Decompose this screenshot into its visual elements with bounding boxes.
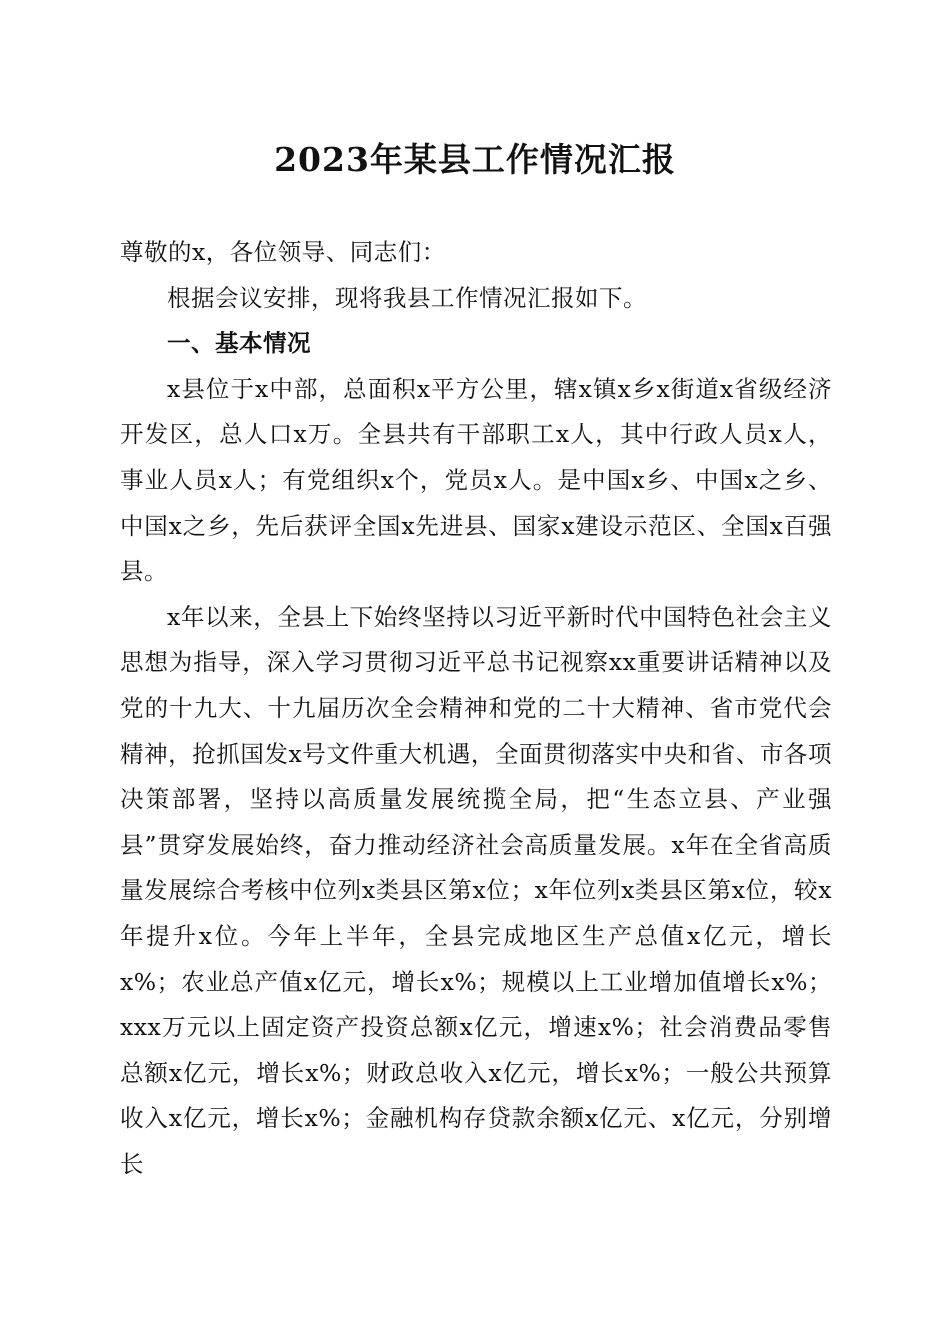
document-title: 2023年某县工作情况汇报	[274, 140, 676, 179]
intro-paragraph: 根据会议安排，现将我县工作情况汇报如下。	[167, 283, 647, 312]
document-body	[120, 230, 832, 1187]
paragraph-development-summary: x年以来，全县上下始终坚持以习近平新时代中国特色社会主义思想为指导，深入学习贯彻习近平总书记视察xx重要讲话精神以及党的十九大、十九届历次全会精神和党的二十大精神、省市党代会精神，抢抓国发x号文件重大机遇，全面贯彻落实中央和省、市各项决策部署，坚持以高质量发展统揽全局，把“生态立县、产业强县”贯穿发展始终，奋力推动经济社会高质量发展。x年在全省高质量发展综合考核中位列x类县区第x位；x年位列x类县区第x位，较x年提升x位。今年上半年，全县完成地区生产总值x亿元，增长x%；农业总产值x亿元，增长x%；规模以上工业增加值增长x%；xxx万元以上固定资产投资总额x亿元，增速x%；社会消费品零售总额x亿元，增长x%；财政总收入x亿元，增长x%；一般公共预算收入x亿元，增长x%；金融机构存贷款余额x亿元、x亿元，分别增长	[120, 602, 832, 1178]
salutation: 尊敬的x，各位领导、同志们：	[120, 238, 446, 266]
paragraph-county-overview: x县位于x中部，总面积x平方公里，辖x镇x乡x街道x省级经济开发区，总人口x万。全县共有干部职工x人，其中行政人员x人，事业人员x人；有党组织x个，党员x人。是中国x乡、中国x之乡、中国x之乡，先后获评全国x先进县、国家x建设示范区、全国x百强县。	[120, 374, 832, 586]
section-heading-basic-info: 一、基本情况	[167, 329, 311, 358]
